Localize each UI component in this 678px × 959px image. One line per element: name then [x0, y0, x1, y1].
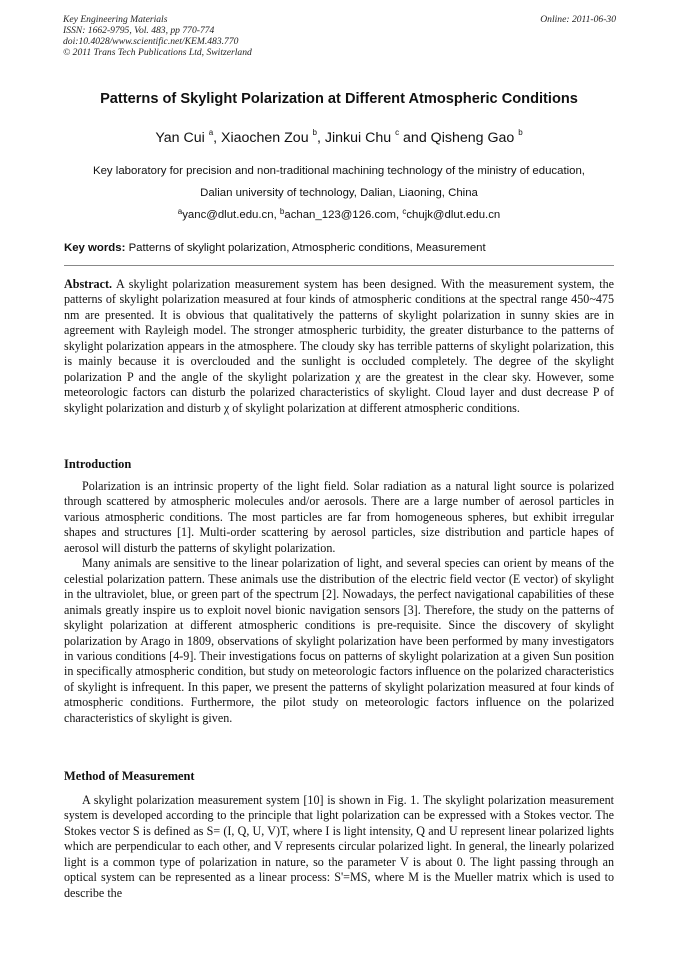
- author-separator: ,: [213, 130, 222, 146]
- author-name: Xiaochen Zou: [221, 130, 309, 146]
- journal-metadata: [63, 14, 252, 58]
- keywords-label: Key words:: [64, 242, 126, 254]
- doi-line: doi:10.4028/www.scientific.net/KEM.483.770: [63, 36, 239, 47]
- abstract-text: A skylight polarization measurement system has been designed. With the measurement system, the patterns of skylight polarization measured at four kinds of atmospheric conditions at the spectral range 450~475 nm are presented. It is obvious that qualitatively the patterns of skylight polarization in sunny skies are in agreement with Rayleigh model. The stronger atmospheric turbidity, the greater disturbance to the patterns of skylight polarization appears in the atmosphere. The cloudy sky has terrible patterns of skylight polarization, this is mainly because it is overclouded and the sunlight is occluded completely. The degree of the skylight polarization P and the angle of the skylight polarization χ are the greatest in the clear sky. However, some meteorologic factors can disturb the polarized characteristics of skylight. Cloud layer and dust decrease P of skylight polarization and disturb χ of skylight polarization at different atmospheric conditions.: [64, 277, 614, 415]
- email-superscript: a: [177, 207, 183, 216]
- author-name: Qisheng Gao: [430, 130, 515, 146]
- divider: [64, 265, 614, 266]
- issn-line: ISSN: 1662-9795, Vol. 483, pp 770-774: [63, 25, 215, 36]
- online-date: Online: 2011-06-30: [540, 14, 616, 25]
- affiliation-line-1: Key laboratory for precision and non-traditional machining technology of the ministry of education,: [93, 165, 585, 177]
- keywords: [64, 242, 624, 254]
- paragraph: Many animals are sensitive to the linear polarization of light, and several species can orient by means of the celestial polarization pattern. These animals use the distribution of the electric field vector (E vector) of skylight in the ultraviolet, blue, or green part of the spectrum [2]. Nowadays, the perfect navigational capabilities of these animals greatly inspire us to exploit novel bionic navigation sensors [3]. Therefore, the study on the patterns of skylight polarization at different atmospheric conditions is pre-requisite. Since the discovery of skylight polarization by Arago in 1809, observations of skylight polarization have been performed by many investigators in various conditions [4-9]. Their investigations focus on patterns of skylight polarization at a given Sun position in specifically atmospheric condition, but study on meteorologic factors influence on the polarized characteristics of skylight is infrequent. In this paper, we present the patterns of skylight polarization measured at four kinds of atmospheric conditions. Furthermore, the pilot study on meteorologic factors influence on the polarized characteristics of skylight is given.: [64, 556, 614, 725]
- section-heading-introduction: Introduction: [64, 457, 132, 471]
- paragraph: Polarization is an intrinsic property of the light field. Solar radiation as a natural light source is polarized through scattered by atmospheric molecules and/or aerosols. There are a large number of aerosol particles in various atmospheric conditions. The most particles are far from homogeneous spheres, but exhibit irregular shapes and structures [1]. Multi-order scattering by aerosol particles, size distribution and particle hapes of aerosol will disturb the patterns of skylight polarization.: [64, 479, 614, 555]
- abstract-label: Abstract.: [64, 277, 113, 291]
- author-list: [40, 130, 638, 146]
- method-body: [64, 793, 614, 901]
- journal-name: Key Engineering Materials: [63, 14, 168, 25]
- author-superscript: b: [518, 128, 523, 137]
- email-address[interactable]: chujk@dlut.edu.cn: [406, 209, 501, 221]
- email-superscript: c: [402, 207, 407, 216]
- introduction-body: [64, 479, 614, 726]
- copyright-line: © 2011 Trans Tech Publications Ltd, Switzerland: [63, 47, 252, 58]
- paragraph: A skylight polarization measurement system [10] is shown in Fig. 1. The skylight polarization measurement system is developed according to the principle that light polarization can be expressed with a Stokes vector. The Stokes vector S is defined as S= (I, Q, U, V)T, where I is light intensity, Q and U represent linear polarized lights which are perpendicular to each other, and V represents circular polarized light. In general, the linearly polarized light is a common type of polarization in nature, so the parameter V is about 0. The light passing through an optical system can be represented as a linear process: S'=MS, where M is the Mueller matrix which is used to describe the: [64, 793, 614, 900]
- author-name: Yan Cui: [155, 130, 205, 146]
- author-separator: ,: [317, 130, 325, 146]
- keywords-text: Patterns of skylight polarization, Atmospheric conditions, Measurement: [125, 242, 486, 254]
- author-superscript: a: [208, 128, 214, 137]
- author-superscript: c: [395, 128, 400, 137]
- author-name: Jinkui Chu: [324, 130, 392, 146]
- email-address[interactable]: achan_123@126.com: [284, 209, 396, 221]
- paper-title: Patterns of Skylight Polarization at Different Atmospheric Conditions: [100, 91, 578, 107]
- email-address[interactable]: yanc@dlut.edu.cn: [182, 209, 274, 221]
- email-superscript: b: [279, 207, 285, 216]
- affiliation-line-2: Dalian university of technology, Dalian, Liaoning, China: [200, 187, 478, 199]
- author-separator: and: [399, 130, 431, 146]
- section-heading-method: Method of Measurement: [64, 769, 195, 783]
- abstract: [64, 277, 614, 416]
- email-line: $^a$yanc@dlut.edu.cn, $^b$achan_123@126.com, $^c$chujk@dlut.edu.cn: [177, 207, 501, 221]
- author-superscript: b: [312, 128, 317, 137]
